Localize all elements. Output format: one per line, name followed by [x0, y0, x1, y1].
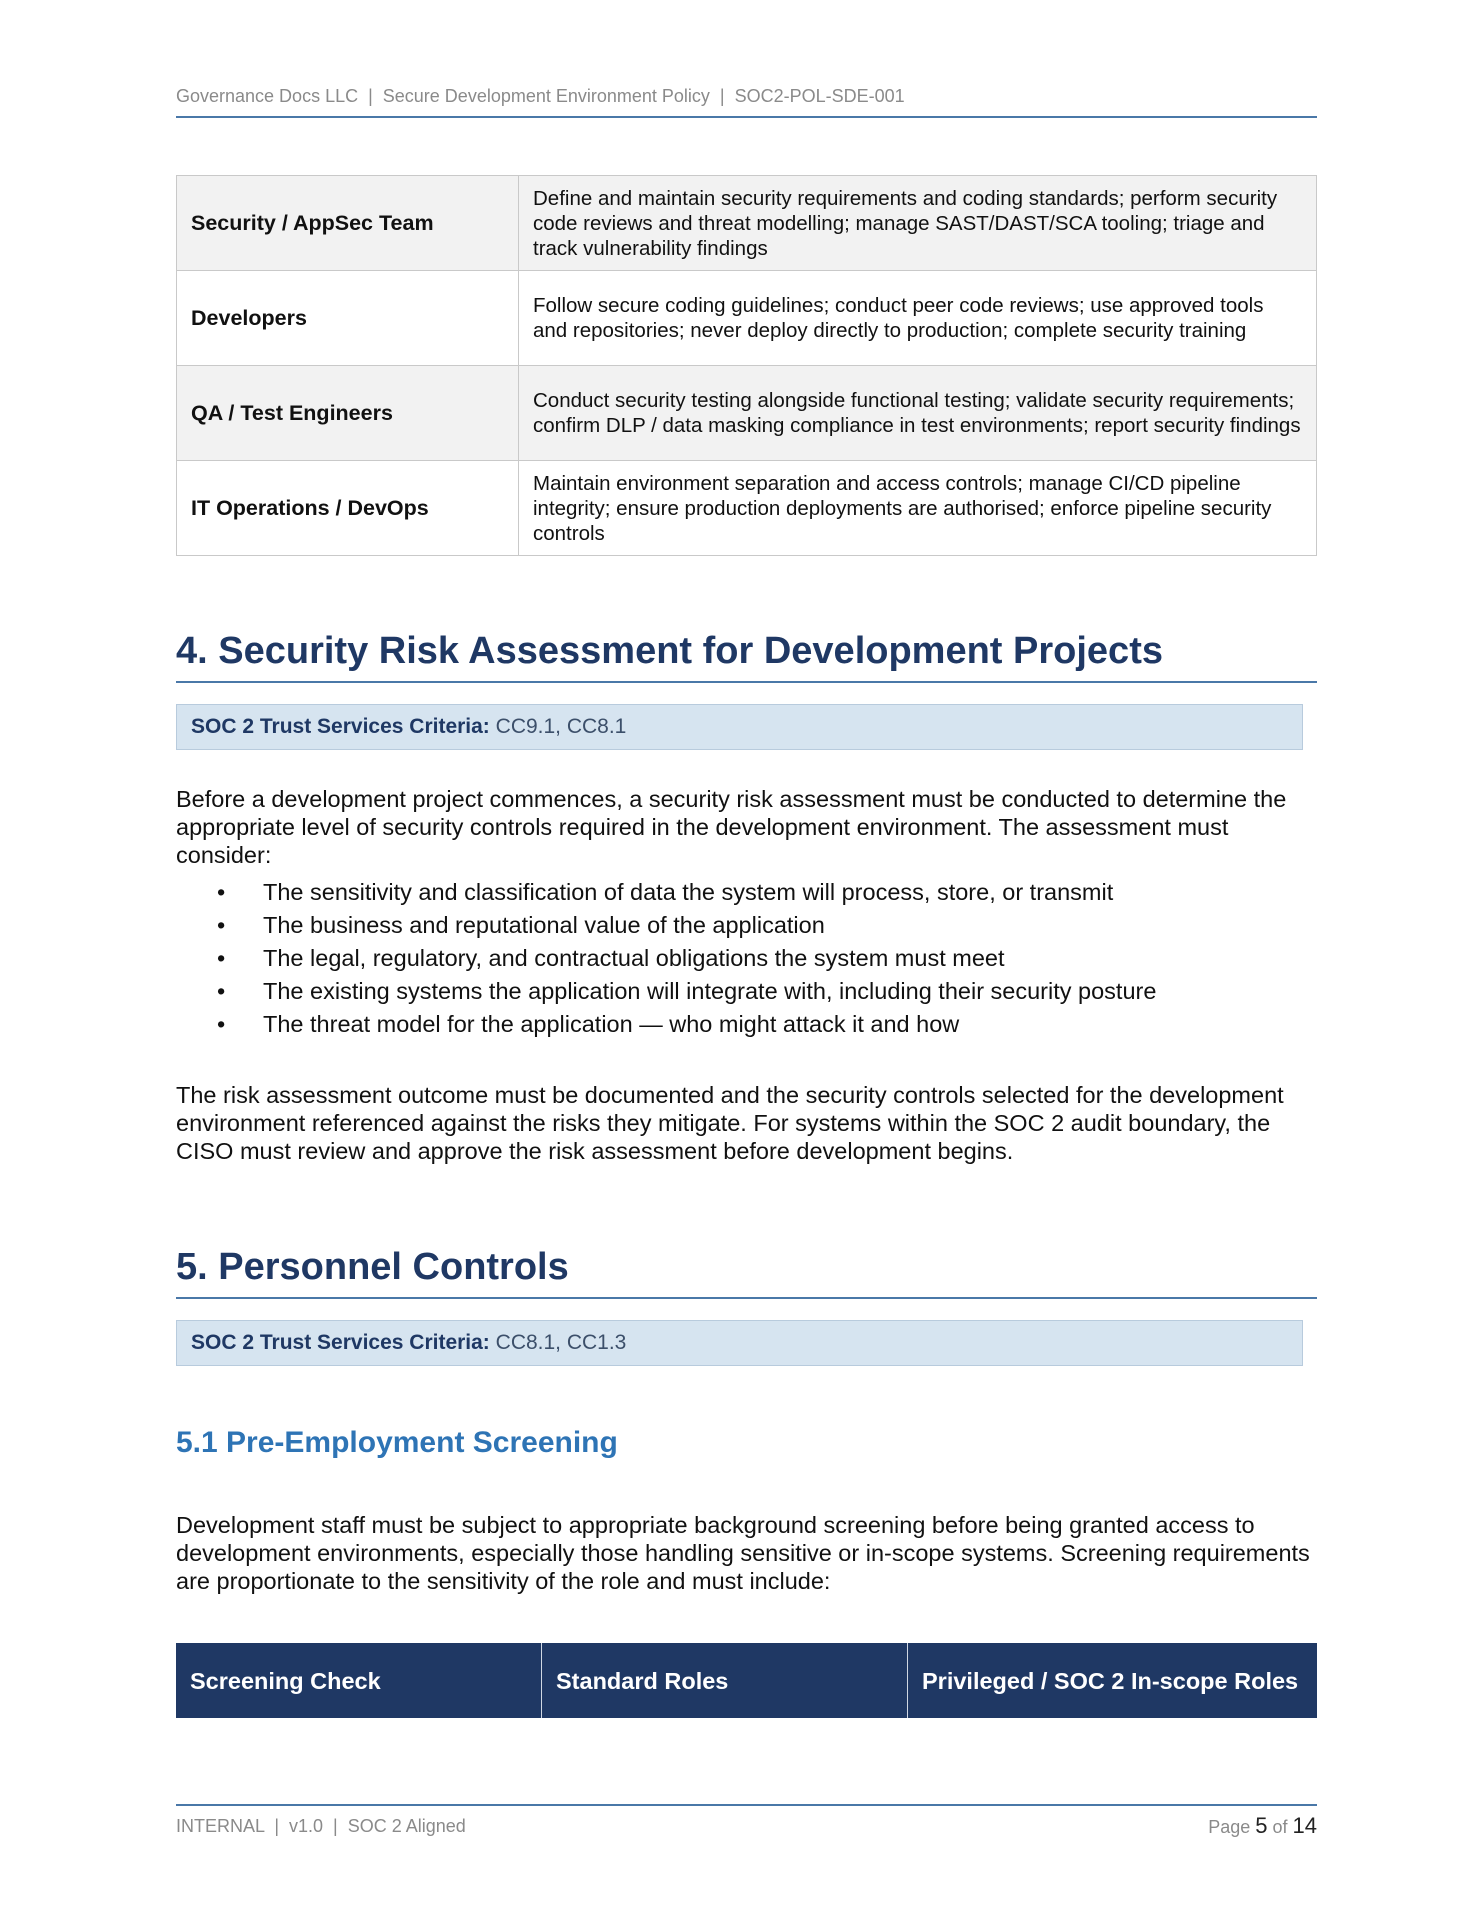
list-item-text: The existing systems the application will integrate with, including their security posture — [263, 978, 1157, 1004]
page-total: 14 — [1292, 1813, 1317, 1838]
bullet-icon: • — [217, 912, 226, 938]
running-header: Governance Docs LLC | Secure Development Environment Policy | SOC2-POL-SDE-001 — [176, 86, 1317, 118]
page-word: Page — [1208, 1817, 1256, 1837]
table-row — [177, 271, 1317, 366]
section-4-closing: The risk assessment outcome must be documented and the security controls selected for the development environment referenced against the risks they mitigate. For systems within the SOC 2 audit boundary, the CISO must review and approve the risk assessment before development begins. — [176, 1082, 1284, 1164]
bullet-icon: • — [217, 879, 226, 905]
list-item-text: The business and reputational value of the application — [263, 912, 825, 938]
list-item — [176, 1008, 1317, 1041]
roles-responsibilities-table — [176, 175, 1317, 556]
responsibility-cell: Follow secure coding guidelines; conduct peer code reviews; use approved tools and repositories; never deploy directly to production; complete security training — [519, 271, 1317, 366]
criteria-value: CC8.1, CC1.3 — [489, 1331, 627, 1354]
section-4-criteria-box — [176, 704, 1303, 750]
table-row — [177, 366, 1317, 461]
table-row — [177, 176, 1317, 271]
criteria-label: SOC 2 Trust Services Criteria: — [191, 715, 490, 738]
list-item — [176, 876, 1317, 909]
role-cell: QA / Test Engineers — [177, 366, 519, 461]
risk-factor-list — [176, 876, 1317, 1041]
responsibility-cell: Conduct security testing alongside functional testing; validate security requirements; confirm DLP / data masking compliance in test environments; report security findings — [519, 366, 1317, 461]
column-header: Screening Check — [176, 1643, 542, 1718]
screening-table — [176, 1643, 1317, 1718]
table-header-row — [176, 1643, 1317, 1718]
page-number — [1208, 1813, 1317, 1839]
bullet-icon: • — [217, 978, 226, 1004]
subsection-5-1-body: Development staff must be subject to appropriate background screening before being granted access to development environments, especially those handling sensitive or in-scope systems. Screening requirements are proportionate to the sensitivity of the role and must include: — [176, 1512, 1310, 1594]
section-4-intro: Before a development project commences, a security risk assessment must be conducted to determine the appropriate level of security controls required in the development environment. The assessment must consider: — [176, 786, 1287, 868]
running-footer — [176, 1804, 1317, 1837]
column-header: Privileged / SOC 2 In-scope Roles — [908, 1643, 1318, 1718]
of-word: of — [1267, 1817, 1293, 1837]
page-current: 5 — [1255, 1813, 1268, 1838]
list-item-text: The legal, regulatory, and contractual obligations the system must meet — [263, 945, 1005, 971]
bullet-icon: • — [217, 945, 226, 971]
list-item — [176, 975, 1317, 1008]
role-cell: IT Operations / DevOps — [177, 461, 519, 556]
criteria-label: SOC 2 Trust Services Criteria: — [191, 1331, 490, 1354]
list-item — [176, 942, 1317, 975]
subsection-5-1-heading: 5.1 Pre-Employment Screening — [176, 1426, 618, 1459]
list-item — [176, 909, 1317, 942]
responsibility-cell: Define and maintain security requirements and coding standards; perform security code reviews and threat modelling; manage SAST/DAST/SCA tooling; triage and track vulnerability findings — [519, 176, 1317, 271]
table-row — [177, 461, 1317, 556]
responsibility-cell: Maintain environment separation and access controls; manage CI/CD pipeline integrity; ensure production deployments are authorised; enforce pipeline security controls — [519, 461, 1317, 556]
criteria-value: CC9.1, CC8.1 — [489, 715, 627, 738]
document-page — [176, 0, 1317, 1920]
role-cell: Developers — [177, 271, 519, 366]
list-item-text: The threat model for the application — who might attack it and how — [263, 1011, 960, 1037]
section-5-criteria-box — [176, 1320, 1303, 1366]
column-header: Standard Roles — [542, 1643, 908, 1718]
bullet-icon: • — [217, 1011, 226, 1037]
footer-left-text: INTERNAL | v1.0 | SOC 2 Aligned — [176, 1816, 466, 1836]
section-5-heading: 5. Personnel Controls — [176, 1246, 1317, 1299]
role-cell: Security / AppSec Team — [177, 176, 519, 271]
section-4-heading: 4. Security Risk Assessment for Development Projects — [176, 630, 1317, 683]
list-item-text: The sensitivity and classification of data the system will process, store, or transmit — [263, 879, 1114, 905]
